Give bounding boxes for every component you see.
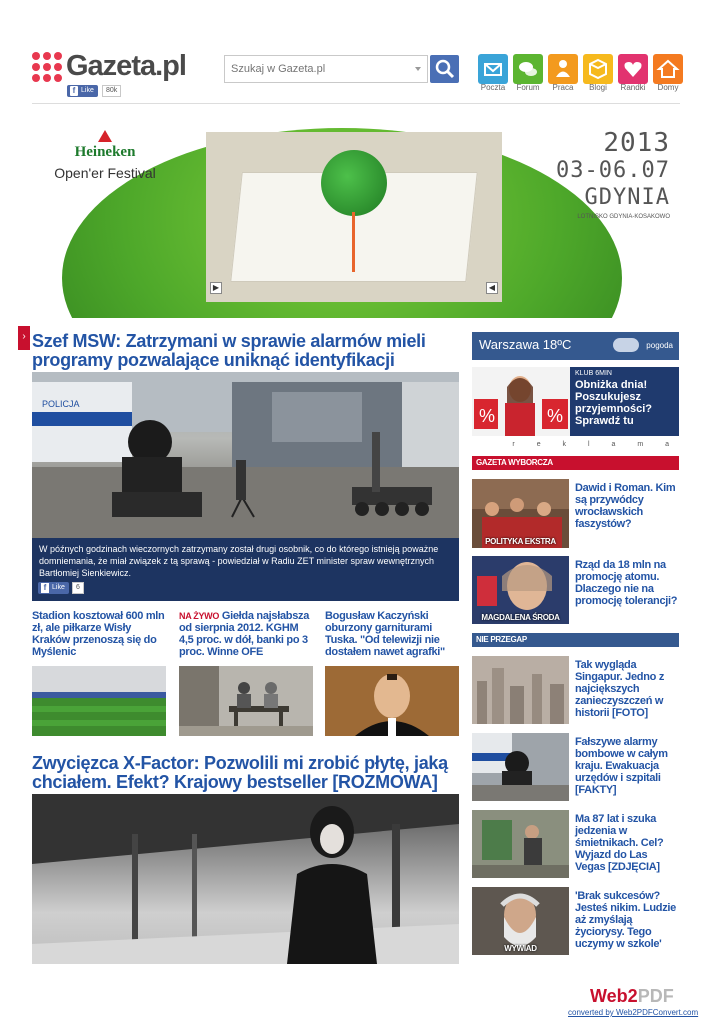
mail-icon [478, 54, 508, 84]
service-forum[interactable] [513, 54, 543, 84]
teaser-stadium[interactable] [32, 610, 168, 658]
festival-banner[interactable] [32, 110, 680, 318]
svg-text:%: % [479, 406, 496, 426]
ad-text[interactable] [570, 367, 679, 436]
sidebar-item-link[interactable]: Ma 87 lat i szuka jedzenia w śmietnikach. Cel? Wyjazd do Las Vegas [ZDJĘCIA] [575, 813, 664, 873]
search-button[interactable] [430, 55, 459, 83]
service-label[interactable]: Forum [516, 83, 540, 92]
festival-city: GDYNIA [584, 185, 670, 210]
bench-thumbnail[interactable] [179, 666, 313, 736]
house-icon [653, 54, 683, 84]
portrait-thumbnail[interactable] [325, 666, 459, 736]
service-label[interactable]: Praca [552, 83, 574, 92]
main-photo[interactable] [32, 372, 459, 538]
service-label[interactable]: Randki [620, 83, 646, 92]
logo-dots-icon[interactable] [32, 52, 62, 82]
weather-city: Warszawa 18ºC [479, 337, 572, 352]
section-nie-przegap[interactable]: NIE PRZEGAP [472, 633, 679, 647]
heineken-logo [50, 130, 160, 181]
svg-text:%: % [547, 406, 564, 426]
festival-dates [556, 128, 670, 220]
stadium-thumbnail[interactable] [32, 666, 166, 736]
teaser-stock-market[interactable] [179, 610, 315, 658]
service-label[interactable]: Poczta [480, 83, 506, 92]
service-blogi[interactable] [583, 54, 613, 84]
festival-location: LOTNISKO GDYNIA-KOSAKOWO [577, 214, 670, 220]
service-praca[interactable] [548, 54, 578, 84]
image-label: POLITYKA EKSTRA [485, 537, 556, 546]
ad-headline: Obniżka dnia! Poszukujesz przyjemności? Sprawdź tu [575, 379, 653, 427]
feature-headline[interactable]: Zwycięzca X-Factor: Pozwolili mi zrobić płytę, jaką chciałem. Efekt? Krajowy bestseller [ROZMOWA] [32, 753, 448, 792]
tree-crown [321, 150, 387, 216]
teaser-text: Giełda najsłabsza od sierpnia 2012. KGHM 4,5 proc. w dół, banki po 3 proc. Winne OFE [179, 610, 310, 658]
xfactor-winner-scene [32, 794, 459, 964]
feature-photo[interactable] [32, 794, 459, 964]
web2pdf-logo[interactable] [590, 986, 674, 1007]
chevron-down-icon[interactable] [415, 67, 421, 71]
ad-kicker: KLUB 6MIN [575, 370, 612, 377]
service-label[interactable]: Blogi [589, 83, 607, 92]
advertisement[interactable] [472, 367, 679, 436]
ad-label: r e k l a m a [512, 441, 679, 448]
weather-widget[interactable] [472, 332, 679, 360]
converter-link[interactable]: converted by Web2PDFConvert.com [568, 1008, 699, 1017]
sidebar-item-link[interactable]: Dawid i Roman. Kim są przywódcy wrocławskich faszystów? [575, 482, 676, 530]
police-sign: POLICJA [42, 399, 80, 409]
tree-stem [352, 212, 355, 272]
sidebar-item-image[interactable] [472, 656, 569, 724]
sidebar-item-link[interactable]: 'Brak sukcesów? Jesteś nikim. Ludzie aż zmyślają życiorysy. Tego uczymy w szkole' [575, 890, 676, 950]
sidebar-item-link[interactable]: Fałszywe alarmy bombowe w całym kraju. Ewakuacja urzędów i szpitali [FAKTY] [575, 736, 668, 796]
service-domy[interactable] [653, 54, 683, 84]
sidebar-item-image[interactable] [472, 733, 569, 801]
teaser-text: Stadion kosztował 600 mln zł, ale piłkarze Wisły Kraków przenoszą się do Myślenic [32, 610, 165, 658]
main-caption: W późnych godzinach wieczornych zatrzymany został drugi osobnik, co do którego istnieją poważne domniemania, że miał związek z tą sprawą - powiedział w Radiu ZET minister spraw wewnętrznych Bartłomiej Sienkiewicz. [32, 538, 459, 601]
teaser-kaczynski[interactable] [325, 610, 461, 658]
sidebar-item-image[interactable] [472, 556, 569, 624]
sidebar-item-image[interactable] [472, 810, 569, 878]
sidebar-item-image[interactable] [472, 479, 569, 548]
search-input[interactable] [225, 56, 405, 82]
section-gazeta-wyborcza[interactable]: GAZETA WYBORCZA [472, 456, 679, 470]
like-label: Like [52, 584, 65, 591]
search-field[interactable] [224, 55, 428, 83]
teaser-text: Bogusław Kaczyński oburzony garniturami Tuska. "Od telewizji nie dostałem nawet agrafki" [325, 610, 445, 658]
like-label: Like [81, 87, 94, 94]
facebook-icon: f [70, 86, 78, 96]
image-label: WYWIAD [504, 944, 537, 953]
chevron-right-icon[interactable]: › [18, 326, 30, 350]
cube-icon [583, 54, 613, 84]
service-poczta[interactable] [478, 54, 508, 84]
weather-link[interactable]: pogoda [646, 341, 673, 350]
service-randki[interactable] [618, 54, 648, 84]
festival-year: 2013 [603, 128, 670, 158]
sidebar-item-image[interactable] [472, 887, 569, 955]
ad-image [472, 367, 570, 436]
search-icon [430, 55, 459, 83]
image-label: MAGDALENA ŚRODA [481, 613, 560, 622]
heart-icon [618, 54, 648, 84]
brand-name: Heineken [74, 144, 136, 160]
sidebar-item-link[interactable]: Rząd da 18 mln na promocję atomu. Dlaczego nie na promocję tolerancji? [575, 559, 678, 607]
main-headline[interactable]: Szef MSW: Zatrzymani w sprawie alarmów mieli programy pozwalające uniknąć identyfikacji [32, 331, 426, 370]
bomb-robot-scene [32, 372, 459, 538]
banner-video[interactable] [206, 132, 502, 302]
chat-bubbles-icon [513, 54, 543, 84]
site-logo[interactable]: Gazeta.pl [66, 50, 186, 82]
sidebar-item-link[interactable]: Tak wygląda Singapur. Jedno z najciększych zanieczyszczeń w historii [FOTO] [575, 659, 665, 719]
service-label[interactable]: Domy [657, 83, 679, 92]
play-icon[interactable]: ▶ [210, 282, 222, 294]
header-divider [32, 103, 680, 104]
person-icon [548, 54, 578, 84]
brand-part-a: Web2 [590, 986, 638, 1006]
cloud-icon [613, 338, 639, 352]
facebook-like-button[interactable] [67, 85, 98, 97]
sound-icon[interactable]: ◀ [486, 282, 498, 294]
like-count: 80k [102, 85, 121, 97]
article-like-button[interactable] [38, 582, 69, 594]
festival-days: 03-06.07 [556, 158, 670, 183]
article-like-count: 6 [72, 582, 84, 594]
star-icon [98, 130, 112, 142]
festival-name: Open'er Festival [54, 165, 156, 181]
live-badge: NA ŻYWO [179, 611, 220, 621]
brand-part-b: PDF [637, 986, 674, 1006]
facebook-icon: f [41, 583, 49, 593]
